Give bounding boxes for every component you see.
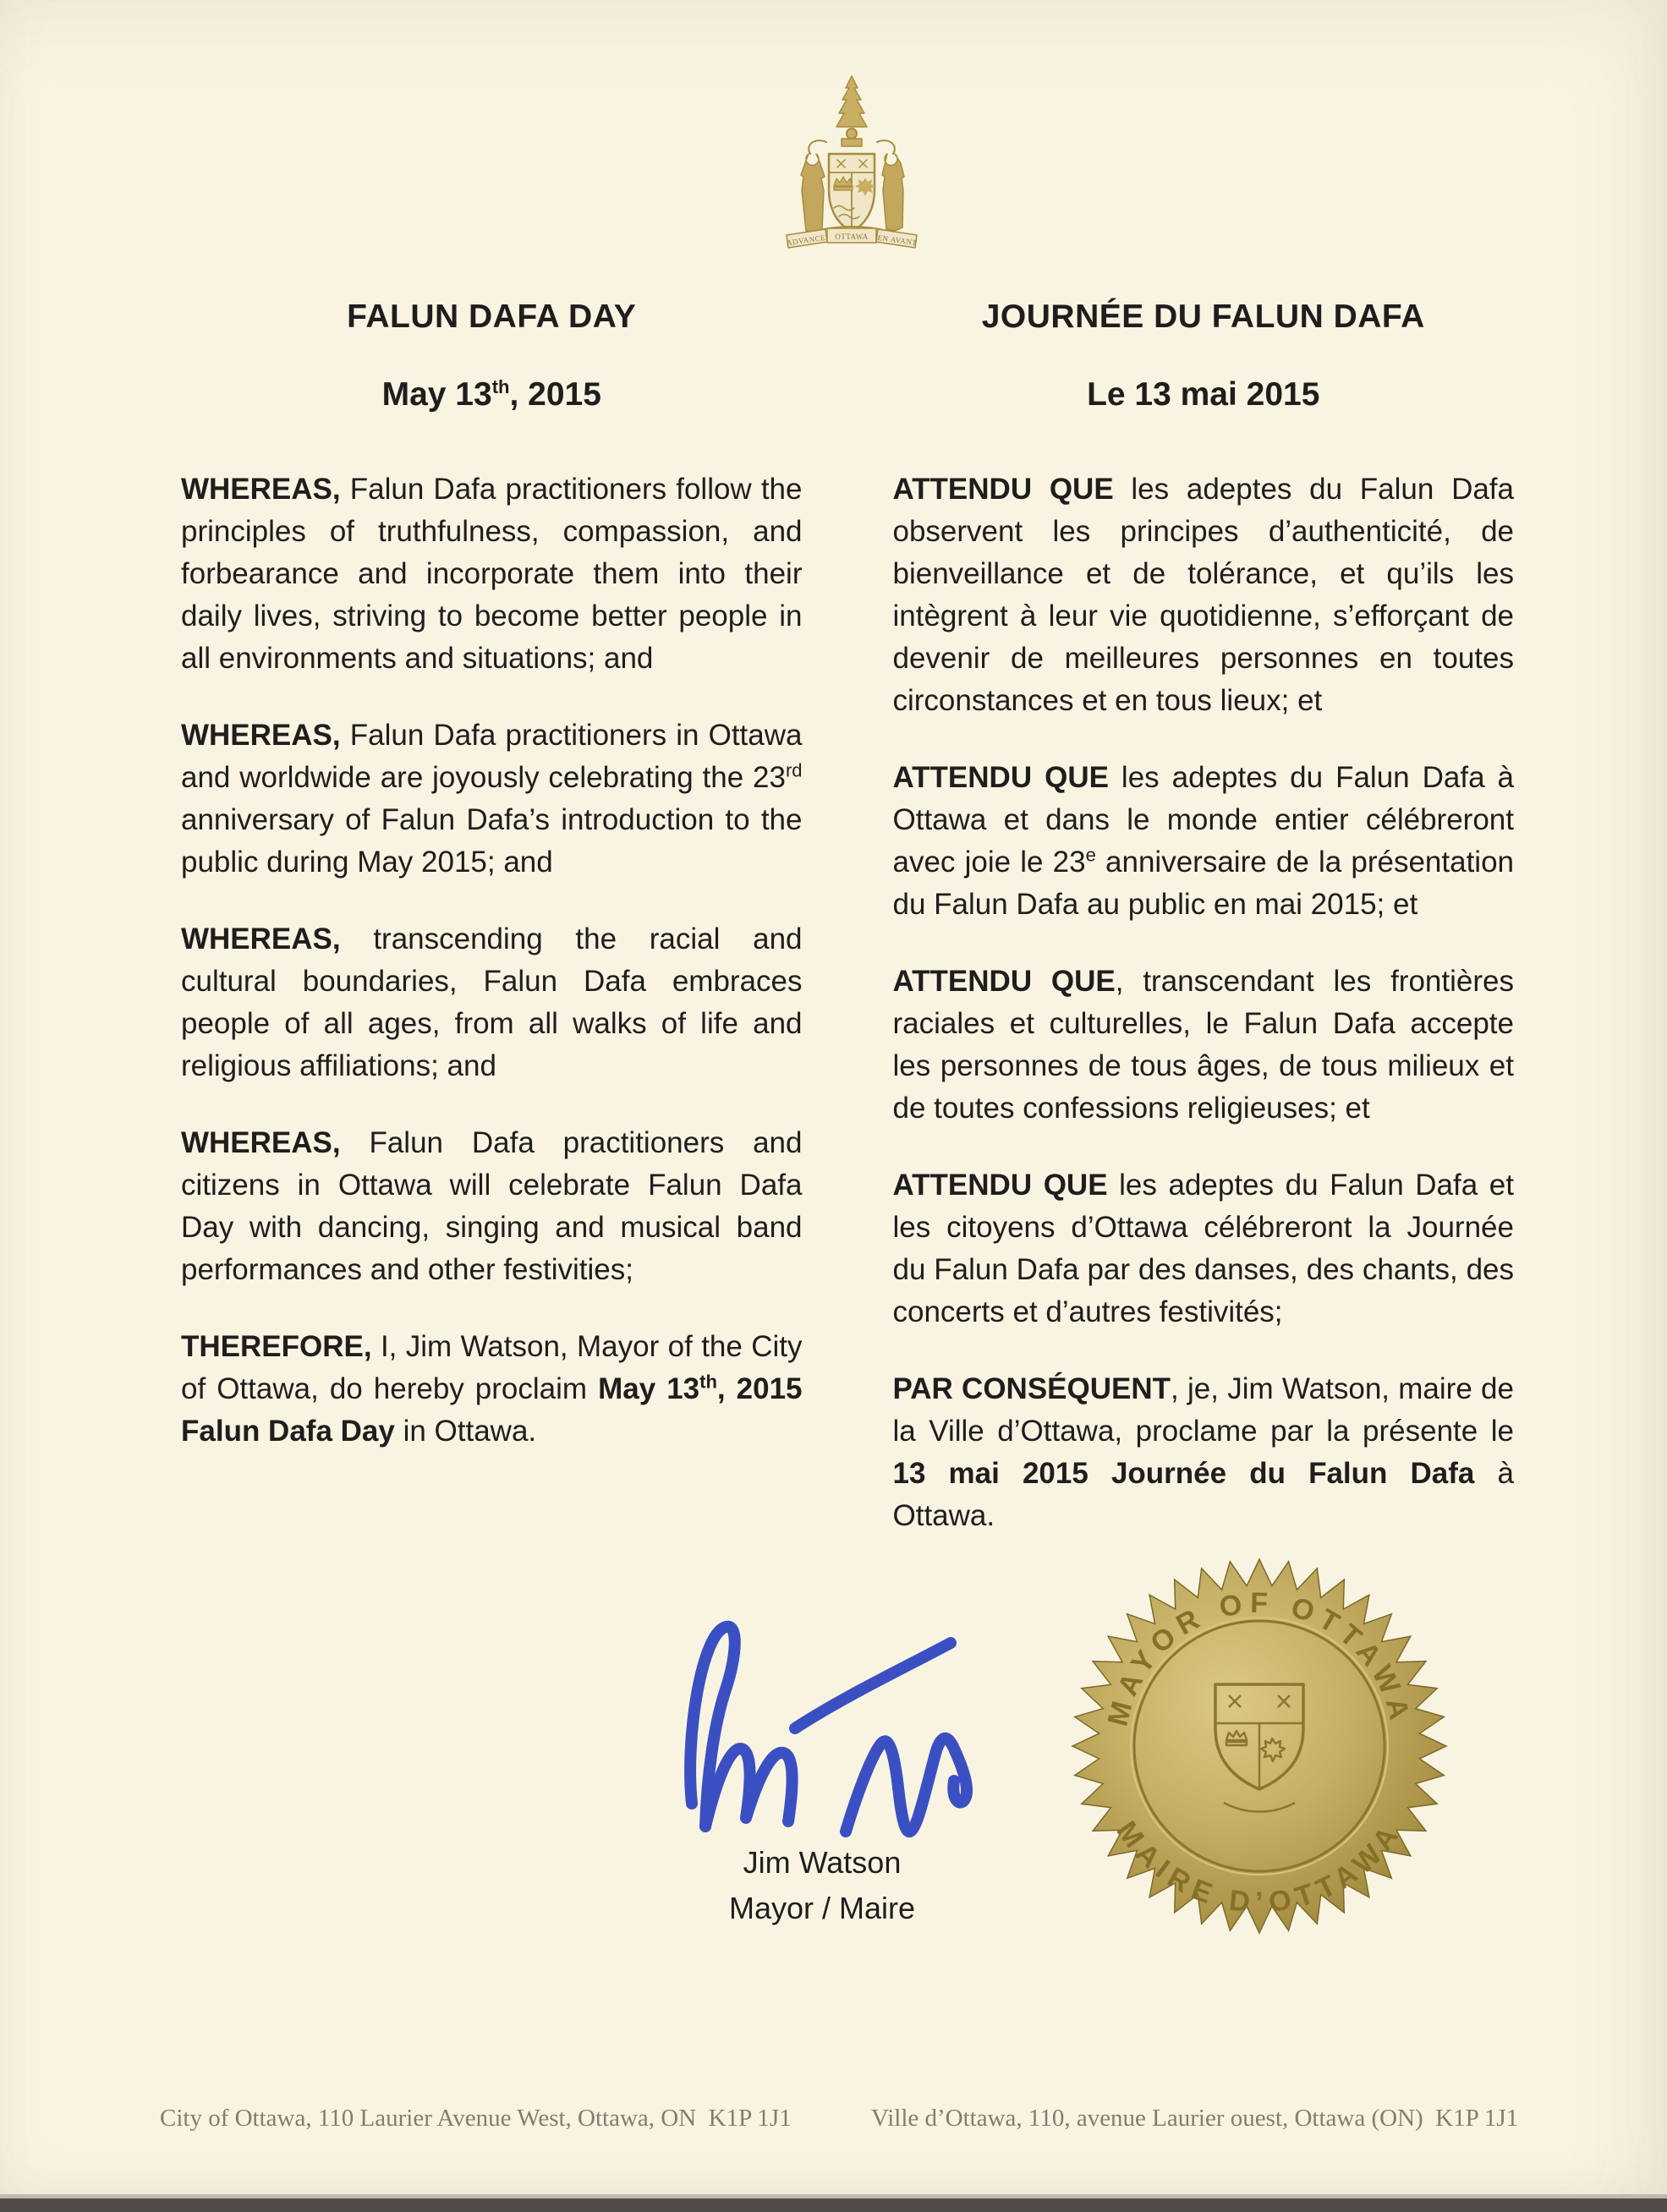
crest-crown — [834, 177, 853, 190]
french-title: JOURNÉE DU FALUN DAFA — [981, 298, 1425, 335]
footer-address-english: City of Ottawa, 110 Laurier Avenue West, Ottawa, ON K1P 1J1 — [160, 2105, 792, 2132]
city-of-ottawa-coat-of-arms-icon — [780, 73, 924, 255]
proclamation-paragraph: ATTENDU QUE les adeptes du Falun Dafa observent les principes d’authenticité, de bienveillance et de tolérance, et qu’ils les intègrent à leur vie quotidienne, s’efforçant de devenir de meilleures personnes en toutes circonstances et en tous lieux; et — [892, 473, 1514, 717]
seal-bottom-text: MAIRE D’OTTAWA — [1110, 1815, 1409, 1919]
english-paragraphs — [181, 468, 803, 1453]
proclamation-paragraph: ATTENDU QUE les adeptes du Falun Dafa et les citoyens d’Ottawa célébreront la Journée du Falun Dafa par des danses, des chants, des concerts et d’autres festivités; — [892, 1169, 1514, 1328]
signatory-block — [729, 1840, 915, 1931]
proclamation-columns — [181, 298, 1514, 1537]
french-column — [893, 298, 1515, 1537]
footer-address-french: Ville d’Ottawa, 110, avenue Laurier ouest, Ottawa (ON) K1P 1J1 — [871, 2105, 1519, 2132]
proclamation-paragraph: WHEREAS, transcending the racial and cultural boundaries, Falun Dafa embraces people of all ages, from all walks of life and religious affiliations; and — [181, 923, 803, 1082]
crest-motto-advance: ADVANCE — [786, 233, 826, 248]
english-date: May 13th, 2015 — [381, 376, 601, 413]
mayor-signature — [666, 1605, 981, 1842]
crest-left-supporter — [801, 154, 825, 233]
footer — [0, 2105, 1667, 2138]
proclamation-paragraph: THEREFORE, I, Jim Watson, Mayor of the City of Ottawa, do hereby proclaim May 13th, 2015 Falun Dafa Day in Ottawa. — [181, 1330, 803, 1448]
seal-top-text: MAYOR OF OTTAWA — [1101, 1586, 1417, 1730]
signatory-title: Mayor / Maire — [728, 1891, 916, 1925]
proclamation-paragraph: WHEREAS, Falun Dafa practitioners and citizens in Ottawa will celebrate Falun Dafa Day with dancing, singing and musical band performances and other festivities; — [181, 1126, 803, 1286]
english-column — [181, 298, 803, 1537]
signatory-name: Jim Watson — [743, 1845, 902, 1880]
crest-motto-en-avant: EN AVANT — [877, 233, 918, 248]
crest-right-supporter — [882, 154, 904, 231]
proclamation-paragraph: WHEREAS, Falun Dafa practitioners follow the principles of truthfulness, compassion, and forbearance and incorporate them into their daily lives, striving to become better people in all environments and situations; and — [181, 473, 803, 675]
crest-pine-tree — [836, 76, 867, 127]
mayor-of-ottawa-seal — [1071, 1558, 1448, 1935]
proclamation-paragraph: PAR CONSÉQUENT, je, Jim Watson, maire de la Ville d’Ottawa, proclame par la présente le 13 mai 2015 Journée du Falun Dafa à Ottawa. — [892, 1372, 1514, 1532]
french-date: Le 13 mai 2015 — [1087, 376, 1320, 413]
crest-sun-disc — [847, 129, 857, 139]
scanner-edge — [0, 2198, 1667, 2212]
english-title: FALUN DAFA DAY — [347, 298, 637, 335]
proclamation-paragraph: WHEREAS, Falun Dafa practitioners in Ottawa and worldwide are joyously celebrating the 23rd anniversary of Falun Dafa’s introduction to the public during May 2015; and — [181, 719, 803, 879]
crest-motto-ottawa: OTTAWA — [835, 233, 869, 241]
french-paragraphs — [893, 468, 1515, 1537]
proclamation-paragraph: ATTENDU QUE les adeptes du Falun Dafa à Ottawa et dans le monde entier célébreront avec joie le 23e anniversaire de la présentation du Falun Dafa au public en mai 2015; et — [892, 761, 1515, 921]
proclamation-paragraph: ATTENDU QUE, transcendant les frontières raciales et culturelles, le Falun Dafa accepte les personnes de tous âges, de tous milieux et de toutes confessions religieuses; et — [892, 965, 1514, 1125]
crest-helm — [842, 139, 862, 146]
